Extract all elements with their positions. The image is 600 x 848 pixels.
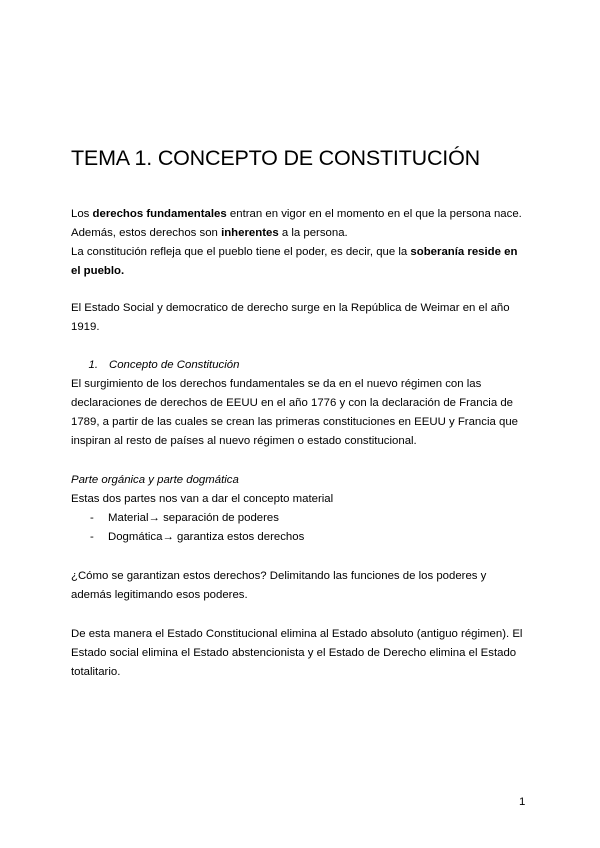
list-item-text: Dogmática→ garantiza estos derechos (108, 531, 305, 543)
intro-p2-bold: inherentes (221, 227, 279, 239)
question-paragraph (71, 567, 523, 605)
dash-marker: - (90, 512, 94, 524)
section-2-list (71, 509, 523, 547)
intro-paragraph-3 (71, 243, 523, 281)
page-title: TEMA 1. CONCEPTO DE CONSTITUCIÓN (71, 146, 480, 170)
intro-p1-text-a: Los (71, 208, 93, 220)
dash-marker: - (90, 531, 94, 543)
section-2 (71, 471, 523, 547)
section-1-body (71, 375, 523, 451)
list-item-text: Material→ separación de poderes (108, 512, 279, 524)
section-2-heading: Parte orgánica y parte dogmática (71, 474, 239, 486)
intro-p1-bold: derechos fundamentales (92, 208, 227, 220)
page-number: 1 (519, 796, 526, 808)
section-1-heading (71, 356, 239, 375)
section-1-body-text: El surgimiento de los derechos fundamentales se da en el nuevo régimen con las declaraciones de derechos de EEUU en el año 1776 y con la declaración de Francia de 1789, a partir de las cuales se crean las primeras constituciones en EEUU y Francia que inspiran al resto de países al nuevo régimen o estado constitucional. (71, 378, 518, 447)
intro-p2-text-a: Además, estos derechos son (71, 227, 222, 239)
estado-social-paragraph (71, 299, 523, 337)
intro-p2-text-b: a la persona. (278, 227, 348, 239)
conclusion-text: De esta manera el Estado Constitucional elimina al Estado absoluto (antiguo régimen). El Estado social elimina el Estado abstencionista y el Estado de Derecho elimina el Estado totalitario. (71, 628, 523, 678)
section-1-heading-text: Concepto de Constitución (109, 359, 240, 371)
conclusion-paragraph (71, 625, 523, 682)
intro-section (71, 205, 523, 281)
intro-paragraph-2 (71, 224, 523, 243)
list-item (71, 509, 523, 528)
intro-p3-text-a: La constitución refleja que el pueblo tiene el poder, es decir, que la (71, 246, 411, 258)
section-1-number: 1. (88, 359, 98, 371)
section-2-body: Estas dos partes nos van a dar el concepto material (71, 493, 334, 505)
intro-p1-text-b: entran en vigor en el momento en el que la persona nace. (226, 208, 522, 220)
intro-paragraph-1 (71, 205, 523, 224)
estado-social-text: El Estado Social y democratico de derecho surge en la República de Weimar en el año 1919. (71, 302, 510, 333)
question-text: ¿Cómo se garantizan estos derechos? Delimitando las funciones de los poderes y además legitimando esos poderes. (71, 570, 487, 601)
intro-p3-bold: soberanía reside en el pueblo. (71, 246, 518, 277)
list-item (71, 528, 523, 547)
